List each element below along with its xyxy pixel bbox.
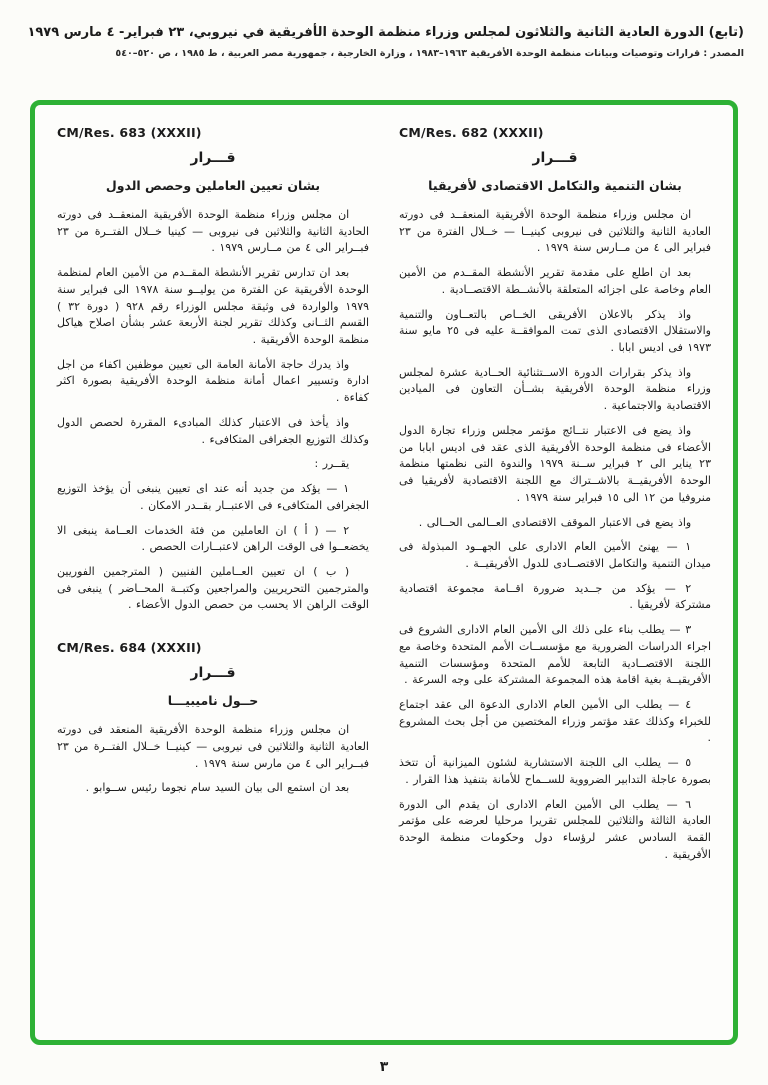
page-frame — [30, 100, 738, 1045]
resolution-subtitle: بشان التنمية والتكامل الاقتصادى لأفريقيا — [428, 178, 682, 193]
paragraph: واذ يدرك حاجة الأمانة العامة الى تعيين موظفين اكفاء من اجل ادارة وتسيير اعمال أمانة منظمة الوحدة الأفريقية بصورة اكثر كفاءة . — [57, 357, 369, 405]
paragraph: ١ — يهنئ الأمين العام الادارى على الجهــود المبذولة فى ميدان التنمية والتكامل الاقتصــادى للدول الأفريقيــة . — [399, 540, 711, 570]
resolution-body — [57, 207, 369, 614]
paragraph: ان مجلس وزراء منظمة الوحدة الأفريقية المنعقد فى دورته العادية الثانية والثلاثين فى نيروبى — كينيــا خــلال الفتــرة من ٢٣ فبــراير الى ٤ من مارس سنة ١٩٧٩ . — [57, 723, 369, 770]
resolution-subtitle: حــول ناميبيـــا — [167, 693, 259, 709]
resolution-title: قـــرار — [190, 665, 236, 682]
resolution-ref: CM/Res. 682 (XXXII) — [399, 125, 544, 140]
resolution-title: قـــرار — [532, 150, 578, 166]
paragraph: ١ — يؤكد من جديد أنه عند اى تعيين ينبغى أن يؤخذ التوزيع الجغرافى المتكافىء فى الاعتبــار بقــدر الامكان . — [57, 482, 369, 512]
paragraph: ٥ — يطلب الى اللجنة الاستشارية لشئون الميزانية أن تتخذ بصورة عاجلة التدابير الضرووية للســماح للأمانة بتنفيذ هذا القرار . — [399, 756, 711, 786]
paragraph: ان مجلس وزراء منظمة الوحدة الأفريقية المنعقــد فى دورته العادية الثانية والثلاثين فى نيروبى كينيــا — خــلال الفترة من ٢٣ فبراير الى ٤ من مــارس سنة ١٩٧٩ . — [399, 208, 711, 255]
paragraph: ٣ — يطلب بناء على ذلك الى الأمين العام الادارى الشروع فى اجراء الدراسات الضرورية مع مؤسســات الأمم المتحدة وخاصة مع اللجنة الاقتصــادية التابعة للأمم المتحدة ومؤسسات التنمية الأفريقيــة بغية اقامة هذه المجموعة المشتركة على وجه السرعة . — [399, 623, 711, 687]
paragraph: واذ يذكر بالاعلان الأفريقى الخــاص بالتعــاون والتنمية والاستقلال الاقتصادى الذى تمت الموافقــة عليه فى ٢٥ مايو سنة ١٩٧٣ فى اديس ابابا . — [399, 307, 711, 355]
paragraph: ان مجلس وزراء منظمة الوحدة الأفريقية المنعقــد فى دورته الحادية الثانية والثلاثين فى نيروبى — كينيا خــلال الفتــرة من ٢٣ فبــراير الى ٤ من مــارس ١٩٧٩ . — [57, 208, 369, 255]
resolution-ref: CM/Res. 683 (XXXII) — [57, 125, 202, 140]
resolution-ref: CM/Res. 684 (XXXII) — [57, 640, 202, 656]
paragraph: ٦ — يطلب الى الأمين العام الادارى ان يقدم الى الدورة العادية الثالثة والثلاثين للمجلس تقريرا مرحليا لعرضه على مؤتمر القمة السادس عشر لرؤساء دول وحكومات منظمة الوحدة الأفريقية . — [399, 797, 711, 861]
column-left — [57, 123, 369, 1032]
page-number: ٣ — [379, 1059, 389, 1075]
resolution-title: قـــرار — [190, 150, 236, 166]
document-header — [20, 24, 744, 59]
header-source-line: المصدر : قرارات وتوصيات وبيانات منظمة الوحدة الأفريقية ١٩٦٣–١٩٨٣ ، وزارة الخارجية ، جمهورية مصر العربية ، ط ١٩٨٥ ، ص ٥٢٠–٥٤٠ — [115, 48, 744, 60]
paragraph: بعد ان اطلع على مقدمة تقرير الأنشطة المقــدم من الأمين العام وخاصة على اجزائه المتعلقة بالأنشــطة الاقتصــادية . — [399, 266, 711, 296]
resolution-body — [399, 207, 711, 863]
paragraph: يقــرر : — [314, 457, 350, 471]
text-columns — [57, 123, 711, 1032]
resolution-682 — [399, 125, 711, 863]
paragraph: واذ يذكر بقرارات الدورة الاســتثنائية الحــادية عشرة لمجلس وزراء منظمة الوحدة الأفريقية بشــأن التعاون فى الميادين الاقتصادية والاجتماعية . — [399, 365, 711, 413]
paragraph: ٢ — ( أ ) ان العاملين من فئة الخدمات العــامة ينبغى الا يخضعــوا فى الوقت الراهن لاعتبــارات الحصص . — [57, 523, 369, 554]
paragraph: واذ يضع فى الاعتبار نتــائج مؤتمر مجلس وزراء تجارة الدول الأعضاء فى منظمة الوحدة الأفريقية الذى عقد فى اديس ابابا من ٢٣ يناير الى ٢ فبراير ســنة ١٩٧٩ والندوة التى نظمتها منظمة الوحدة الأفريقيــة بالاشــتراك مع اللجنة الاقتصادية لأفريقيا فى منروفيا من ١٢ الى ١٥ فبراير سنة ١٩٧٩ . — [399, 423, 711, 504]
resolution-subtitle: بشان تعيين العاملين وحصص الدول — [105, 178, 321, 193]
resolution-body — [57, 722, 369, 797]
resolution-683 — [57, 125, 369, 614]
header-session-line: (تابع) الدورة العادية الثانية والثلاثون لمجلس وزراء منظمة الوحدة الأفريقية في نيروبي، ٢٣ فبراير- ٤ مارس ١٩٧٩ — [27, 25, 744, 40]
paragraph: واذ يأخذ فى الاعتبار كذلك المبادىء المقررة لحصص الدول وكذلك التوزيع الجغرافى المتكافىء . — [57, 415, 369, 446]
paragraph: بعد ان استمع الى بيان السيد سام نجوما رئيس ســوابو . — [85, 781, 350, 795]
paragraph: ٢ — يؤكد من جــديد ضرورة اقــامة مجموعة اقتصادية مشتركة لأفريقيا . — [399, 581, 711, 612]
paragraph: ( ب ) ان تعيين العــاملين الفنيين ( المترجمين الفوريين والمترجمين التحريريين والمراجعين وكتبــة المحــاضر ) ينبغى فى الوقت الراهن الا يحسب من حصص الدول الأعضاء . — [57, 564, 369, 612]
paragraph: واذ يضع فى الاعتبار الموقف الاقتصادى العــالمى الحــالى . — [418, 515, 692, 529]
paragraph: ٤ — يطلب الى الأمين العام الادارى الدعوة الى عقد اجتماع للخبراء وكذلك عقد مؤتمر وزراء المختصين من أجل بحث المشروع . — [399, 697, 711, 745]
paragraph: بعد ان تدارس تقرير الأنشطة المقــدم من الأمين العام لمنظمة الوحدة الأفريقية عن الفترة من يوليــو سنة ١٩٧٨ الى فبراير سنة ١٩٧٩ والواردة فى وثيقة مجلس الوزراء رقم ٩٢٨ ( دورة ٣٢ ) القسم الثــانى وكذلك تقرير لجنة الأربعة عشر بشأن اصلاح هياكل منظمة الوحدة الأفريقية . — [57, 266, 370, 347]
resolution-684 — [57, 640, 369, 797]
column-right — [399, 123, 711, 1032]
